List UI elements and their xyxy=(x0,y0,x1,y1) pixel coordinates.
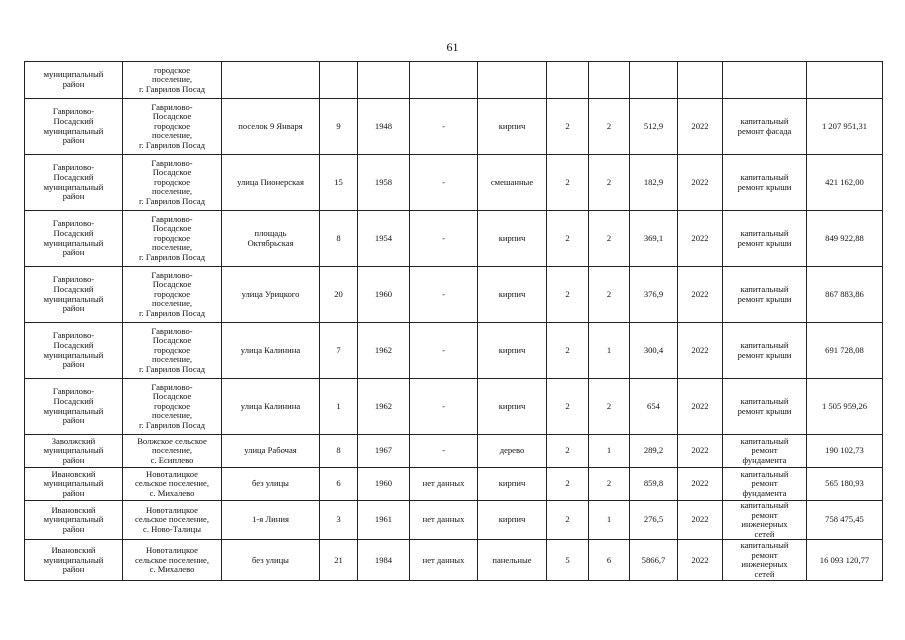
cell-line: городское xyxy=(153,120,191,131)
last-overhaul-year-cell: - xyxy=(410,211,478,267)
table-row xyxy=(25,99,883,155)
cell-line: Заволжский xyxy=(51,435,96,446)
cost-cell: 867 883,86 xyxy=(807,267,883,323)
planned-year-cell: 2022 xyxy=(678,501,723,540)
table-row xyxy=(25,211,883,267)
table-row xyxy=(25,468,883,501)
cell-line: с. Ново-Талицы xyxy=(143,523,201,534)
cost-cell: 758 475,45 xyxy=(807,501,883,540)
cell-line: Ивановский xyxy=(51,504,96,515)
house-number-cell: 3 xyxy=(320,501,358,540)
construction-year-cell: 1984 xyxy=(358,540,410,581)
work-type-cell xyxy=(723,379,807,435)
cell-line: Гаврилово- xyxy=(151,325,193,336)
cell-line: с. Есиплево xyxy=(150,454,194,465)
last-overhaul-year-cell: - xyxy=(410,323,478,379)
cell-line: поселение, xyxy=(151,74,193,85)
entrances-cell: 1 xyxy=(589,501,630,540)
area-cell: 376,9 xyxy=(630,267,678,323)
cell-line: улица Калинина xyxy=(240,400,301,411)
cell-line: район xyxy=(62,191,85,202)
cell-line: г. Гаврилов Посад xyxy=(139,307,205,318)
cell-line: район xyxy=(62,523,85,534)
work-type-cell xyxy=(723,99,807,155)
last-overhaul-year-cell: - xyxy=(410,99,478,155)
cell-line: г. Гаврилов Посад xyxy=(139,419,205,430)
cell-line: улица Рабочая xyxy=(244,445,297,456)
cell-line: капитальный xyxy=(740,435,789,446)
cell-line: поселение, xyxy=(151,410,193,421)
cell-line: Посадское xyxy=(152,391,192,402)
work-type-cell xyxy=(723,540,807,581)
cell-line: инженерных xyxy=(741,519,788,530)
area-cell: 182,9 xyxy=(630,155,678,211)
cell-line: ремонт крыши xyxy=(737,405,792,416)
work-type-cell xyxy=(723,267,807,323)
planned-year-cell: 2022 xyxy=(678,267,723,323)
cell-line: фундамента xyxy=(742,487,787,498)
cell-line: капитальный xyxy=(740,283,789,294)
cell-line: Гаврилово- xyxy=(151,157,193,168)
floors-cell: 2 xyxy=(547,155,589,211)
cell-line: Посадский xyxy=(53,115,94,126)
cell-line: Посадский xyxy=(53,227,94,238)
cell-line: капитальный xyxy=(740,540,789,551)
cell-line: Посадское xyxy=(152,223,192,234)
wall-material-cell: панельные xyxy=(478,540,547,581)
cell-line: ремонт крыши xyxy=(737,349,792,360)
entrances-cell: 2 xyxy=(589,267,630,323)
table-row xyxy=(25,323,883,379)
cell-line: ремонт фасада xyxy=(737,125,792,136)
cell-line: Посадское xyxy=(152,111,192,122)
cell-line: без улицы xyxy=(252,554,289,565)
cost-cell: 421 162,00 xyxy=(807,155,883,211)
cell-line: поселение, xyxy=(151,445,193,456)
wall-material-cell: кирпич xyxy=(478,267,547,323)
wall-material-cell: кирпич xyxy=(478,99,547,155)
cell-line: капитальный xyxy=(740,115,789,126)
house-number-cell: 9 xyxy=(320,99,358,155)
area-cell: 512,9 xyxy=(630,99,678,155)
table-row xyxy=(25,501,883,540)
entrances-cell: 2 xyxy=(589,379,630,435)
work-type-cell xyxy=(723,211,807,267)
cell-line: муниципальный xyxy=(43,293,104,304)
cell-line: ремонт крыши xyxy=(737,293,792,304)
last-overhaul-year-cell xyxy=(410,62,478,99)
cell-line: г. Гаврилов Посад xyxy=(139,363,205,374)
municipality-cell xyxy=(25,62,123,99)
wall-material-cell: кирпич xyxy=(478,323,547,379)
work-type-cell xyxy=(723,435,807,468)
municipality-cell xyxy=(25,501,123,540)
cell-line: без улицы xyxy=(252,478,289,489)
cell-line: сельское поселение, xyxy=(135,554,209,565)
planned-year-cell: 2022 xyxy=(678,379,723,435)
house-number-cell: 1 xyxy=(320,379,358,435)
area-cell: 859,8 xyxy=(630,468,678,501)
wall-material-cell: дерево xyxy=(478,435,547,468)
cell-line: г. Гаврилов Посад xyxy=(139,83,205,94)
cost-cell: 190 102,73 xyxy=(807,435,883,468)
floors-cell: 2 xyxy=(547,468,589,501)
cost-cell xyxy=(807,62,883,99)
area-cell: 276,5 xyxy=(630,501,678,540)
cell-line: улица Урицкого xyxy=(241,288,300,299)
cell-line: Посадский xyxy=(53,283,94,294)
table-row xyxy=(25,540,883,581)
settlement-cell xyxy=(123,62,222,99)
last-overhaul-year-cell: нет данных xyxy=(410,501,478,540)
cell-line: г. Гаврилов Посад xyxy=(139,251,205,262)
construction-year-cell: 1962 xyxy=(358,379,410,435)
street-cell xyxy=(222,323,320,379)
cell-line: Гаврилово- xyxy=(151,101,193,112)
house-number-cell: 8 xyxy=(320,211,358,267)
municipality-cell xyxy=(25,99,123,155)
settlement-cell xyxy=(123,99,222,155)
entrances-cell: 1 xyxy=(589,435,630,468)
work-type-cell xyxy=(723,155,807,211)
wall-material-cell: кирпич xyxy=(478,379,547,435)
settlement-cell xyxy=(123,155,222,211)
construction-year-cell: 1960 xyxy=(358,468,410,501)
construction-year-cell: 1958 xyxy=(358,155,410,211)
cell-line: капитальный xyxy=(740,468,789,479)
cell-line: ремонт xyxy=(751,478,778,489)
cell-line: капитальный xyxy=(740,339,789,350)
street-cell xyxy=(222,435,320,468)
cell-line: муниципальный xyxy=(43,514,104,525)
settlement-cell xyxy=(123,211,222,267)
cell-line: Посадское xyxy=(152,279,192,290)
cell-line: Посадский xyxy=(53,395,94,406)
street-cell xyxy=(222,468,320,501)
registry-body xyxy=(25,62,883,581)
cell-line: Ивановский xyxy=(51,468,96,479)
cell-line: инженерных xyxy=(741,559,788,570)
area-cell: 369,1 xyxy=(630,211,678,267)
last-overhaul-year-cell: - xyxy=(410,155,478,211)
construction-year-cell: 1967 xyxy=(358,435,410,468)
construction-year-cell: 1948 xyxy=(358,99,410,155)
cell-line: район xyxy=(62,303,85,314)
table-row xyxy=(25,62,883,99)
cell-line: Гаврилово- xyxy=(151,269,193,280)
municipality-cell xyxy=(25,468,123,501)
municipality-cell xyxy=(25,323,123,379)
page-number: 61 xyxy=(446,40,459,54)
entrances-cell: 6 xyxy=(589,540,630,581)
cell-line: с. Михалево xyxy=(149,564,195,575)
wall-material-cell: смешанные xyxy=(478,155,547,211)
cell-line: улица Калинина xyxy=(240,344,301,355)
construction-year-cell: 1962 xyxy=(358,323,410,379)
planned-year-cell: 2022 xyxy=(678,323,723,379)
cell-line: Посадское xyxy=(152,167,192,178)
cell-line: 1-я Линия xyxy=(252,514,289,525)
wall-material-cell xyxy=(478,62,547,99)
cell-line: городское xyxy=(153,232,191,243)
cell-line: капитальный xyxy=(740,500,789,510)
floors-cell: 5 xyxy=(547,540,589,581)
cell-line: фундамента xyxy=(742,454,787,465)
settlement-cell xyxy=(123,267,222,323)
cell-line: площадь xyxy=(254,227,287,238)
overhaul-registry-table xyxy=(24,61,883,581)
street-cell xyxy=(222,540,320,581)
cell-line: муниципальный xyxy=(43,445,104,456)
floors-cell: 2 xyxy=(547,501,589,540)
house-number-cell: 21 xyxy=(320,540,358,581)
planned-year-cell: 2022 xyxy=(678,468,723,501)
municipality-cell xyxy=(25,267,123,323)
cell-line: Гаврилово- xyxy=(52,162,95,173)
cell-line: Ивановский xyxy=(51,544,96,555)
cell-line: городское xyxy=(153,64,191,75)
street-cell xyxy=(222,267,320,323)
cost-cell: 1 207 951,31 xyxy=(807,99,883,155)
cell-line: сетей xyxy=(754,528,775,539)
planned-year-cell xyxy=(678,62,723,99)
cell-line: Гаврилово- xyxy=(52,330,95,341)
cell-line: капитальный xyxy=(740,395,789,406)
cell-line: капитальный xyxy=(740,171,789,182)
area-cell: 5866,7 xyxy=(630,540,678,581)
cell-line: Волжское сельское xyxy=(137,435,207,446)
cost-cell: 1 505 959,26 xyxy=(807,379,883,435)
construction-year-cell: 1961 xyxy=(358,501,410,540)
table-row xyxy=(25,267,883,323)
cell-line: поселение, xyxy=(151,242,193,253)
cell-line: городское xyxy=(153,176,191,187)
cell-line: поселение, xyxy=(151,354,193,365)
cell-line: сельское поселение, xyxy=(135,514,209,525)
floors-cell: 2 xyxy=(547,379,589,435)
cell-line: муниципальный xyxy=(43,554,104,565)
last-overhaul-year-cell: - xyxy=(410,267,478,323)
cell-line: муниципальный xyxy=(43,478,104,489)
last-overhaul-year-cell: нет данных xyxy=(410,468,478,501)
cell-line: сельское поселение, xyxy=(135,478,209,489)
last-overhaul-year-cell: - xyxy=(410,435,478,468)
cell-line: ремонт крыши xyxy=(737,237,792,248)
cell-line: сетей xyxy=(754,568,775,579)
last-overhaul-year-cell: - xyxy=(410,379,478,435)
municipality-cell xyxy=(25,155,123,211)
house-number-cell: 15 xyxy=(320,155,358,211)
cell-line: муниципальный xyxy=(43,181,104,192)
cell-line: район xyxy=(62,79,85,89)
cell-line: городское xyxy=(153,344,191,355)
cell-line: муниципальный xyxy=(43,405,104,416)
wall-material-cell: кирпич xyxy=(478,501,547,540)
table-row xyxy=(25,155,883,211)
cell-line: г. Гаврилов Посад xyxy=(139,195,205,206)
cell-line: район xyxy=(62,564,85,575)
construction-year-cell: 1954 xyxy=(358,211,410,267)
wall-material-cell: кирпич xyxy=(478,211,547,267)
settlement-cell xyxy=(123,501,222,540)
work-type-cell xyxy=(723,62,807,99)
area-cell xyxy=(630,62,678,99)
house-number-cell: 6 xyxy=(320,468,358,501)
cell-line: поселение, xyxy=(151,186,193,197)
cell-line: муниципальный xyxy=(43,69,104,80)
municipality-cell xyxy=(25,435,123,468)
settlement-cell xyxy=(123,323,222,379)
floors-cell: 2 xyxy=(547,211,589,267)
area-cell: 300,4 xyxy=(630,323,678,379)
cell-line: Гаврилово- xyxy=(151,381,193,392)
floors-cell xyxy=(547,62,589,99)
cell-line: ремонт xyxy=(751,445,778,456)
house-number-cell xyxy=(320,62,358,99)
planned-year-cell: 2022 xyxy=(678,435,723,468)
cell-line: Новоталицкое xyxy=(146,544,198,555)
entrances-cell: 2 xyxy=(589,155,630,211)
house-number-cell: 8 xyxy=(320,435,358,468)
cell-line: ремонт xyxy=(751,549,778,560)
cell-line: Новоталицкое xyxy=(146,504,198,515)
work-type-cell xyxy=(723,468,807,501)
wall-material-cell: кирпич xyxy=(478,468,547,501)
settlement-cell xyxy=(123,435,222,468)
cost-cell: 565 180,93 xyxy=(807,468,883,501)
cell-line: г. Гаврилов Посад xyxy=(139,139,205,150)
cell-line: ремонт xyxy=(751,509,778,520)
cell-line: Гаврилово- xyxy=(52,386,95,397)
planned-year-cell: 2022 xyxy=(678,99,723,155)
entrances-cell xyxy=(589,62,630,99)
area-cell: 289,2 xyxy=(630,435,678,468)
municipality-cell xyxy=(25,379,123,435)
cell-line: Гаврилово- xyxy=(52,106,95,117)
construction-year-cell: 1960 xyxy=(358,267,410,323)
house-number-cell: 7 xyxy=(320,323,358,379)
street-cell xyxy=(222,155,320,211)
entrances-cell: 2 xyxy=(589,211,630,267)
floors-cell: 2 xyxy=(547,267,589,323)
entrances-cell: 2 xyxy=(589,468,630,501)
cell-line: городское xyxy=(153,400,191,411)
planned-year-cell: 2022 xyxy=(678,155,723,211)
cell-line: район xyxy=(62,247,85,258)
cost-cell: 849 922,88 xyxy=(807,211,883,267)
work-type-cell xyxy=(723,323,807,379)
cell-line: поселение, xyxy=(151,298,193,309)
cell-line: улица Пионерская xyxy=(237,176,304,187)
municipality-cell xyxy=(25,211,123,267)
cell-line: капитальный xyxy=(740,227,789,238)
settlement-cell xyxy=(123,540,222,581)
entrances-cell: 1 xyxy=(589,323,630,379)
cell-line: Посадский xyxy=(53,171,94,182)
planned-year-cell: 2022 xyxy=(678,211,723,267)
cell-line: с. Михалево xyxy=(149,487,195,498)
table-row xyxy=(25,379,883,435)
work-type-cell xyxy=(723,501,807,540)
municipality-cell xyxy=(25,540,123,581)
floors-cell: 2 xyxy=(547,323,589,379)
last-overhaul-year-cell: нет данных xyxy=(410,540,478,581)
cell-line: район xyxy=(62,135,85,146)
street-cell xyxy=(222,379,320,435)
cell-line: Гаврилово- xyxy=(52,218,95,229)
cell-line: район xyxy=(62,487,85,498)
street-cell xyxy=(222,62,320,99)
cell-line: поселение, xyxy=(151,130,193,141)
cell-line: городское xyxy=(153,288,191,299)
cell-line: муниципальный xyxy=(43,125,104,136)
table-row xyxy=(25,435,883,468)
cell-line: Посадский xyxy=(53,339,94,350)
cell-line: Посадское xyxy=(152,335,192,346)
cell-line: муниципальный xyxy=(43,349,104,360)
cell-line: Гаврилово- xyxy=(52,274,95,285)
street-cell xyxy=(222,211,320,267)
cell-line: Октябрьская xyxy=(247,237,294,248)
cell-line: Новоталицкое xyxy=(146,468,198,479)
planned-year-cell: 2022 xyxy=(678,540,723,581)
construction-year-cell xyxy=(358,62,410,99)
street-cell xyxy=(222,99,320,155)
cell-line: район xyxy=(62,359,85,370)
settlement-cell xyxy=(123,379,222,435)
cost-cell: 16 093 120,77 xyxy=(807,540,883,581)
house-number-cell: 20 xyxy=(320,267,358,323)
floors-cell: 2 xyxy=(547,435,589,468)
entrances-cell: 2 xyxy=(589,99,630,155)
cell-line: ремонт крыши xyxy=(737,181,792,192)
settlement-cell xyxy=(123,468,222,501)
cell-line: муниципальный xyxy=(43,237,104,248)
cell-line: район xyxy=(62,415,85,426)
cost-cell: 691 728,08 xyxy=(807,323,883,379)
cell-line: поселок 9 Января xyxy=(238,120,303,131)
floors-cell: 2 xyxy=(547,99,589,155)
street-cell xyxy=(222,501,320,540)
cell-line: район xyxy=(62,454,85,465)
area-cell: 654 xyxy=(630,379,678,435)
cell-line: Гаврилово- xyxy=(151,213,193,224)
